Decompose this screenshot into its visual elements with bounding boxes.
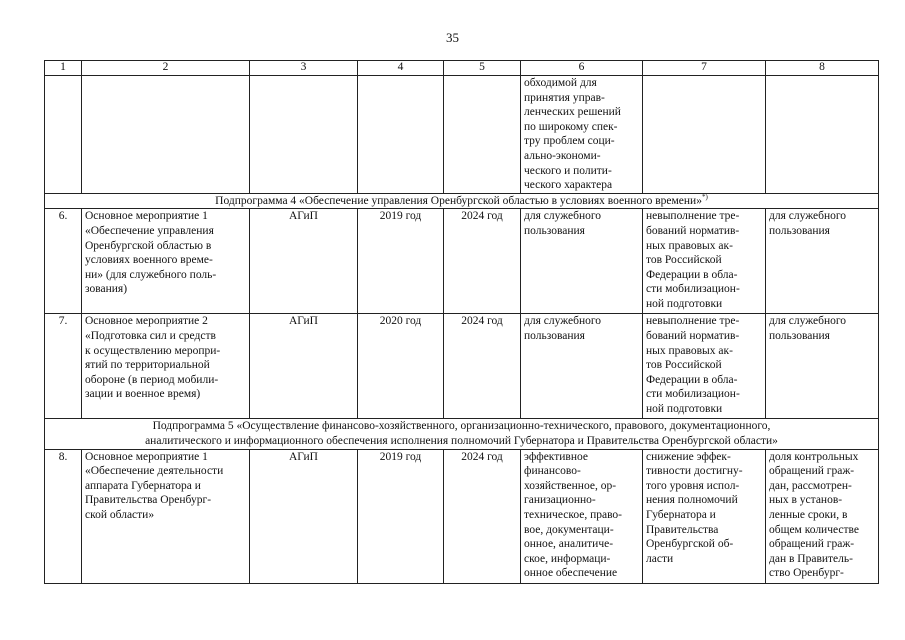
footnote-marker: *) xyxy=(701,193,708,201)
subprogram-5-heading: Подпрограмма 5 «Осуществление финансово-хозяйственного, организационно-технического, правового, документационного, аналитического и информационного обеспечения исполнения полномочий Губернатора и Правительства Оренбургской области» xyxy=(45,419,879,449)
cell-start-year: 2019 год xyxy=(358,209,444,314)
cell-activity: Основное мероприятие 2 «Подготовка сил и средств к осуществлению меропри- ятий по территориальной обороне (в период мобили- зации и военное время) xyxy=(82,314,250,419)
cell-executor: АГиП xyxy=(250,314,358,419)
cell-end-year: 2024 год xyxy=(444,209,521,314)
cell-activity: Основное мероприятие 1 «Обеспечение управления Оренбургской областью в условиях военного време- ни» (для служебного поль- зования) xyxy=(82,209,250,314)
column-number: 4 xyxy=(358,61,444,76)
column-number: 7 xyxy=(643,61,766,76)
table-row xyxy=(45,314,879,419)
cell-indicator: для служебного пользования xyxy=(766,314,879,419)
cell-result: для служебного пользования xyxy=(521,209,643,314)
subprogram-4-heading: Подпрограмма 4 «Обеспечение управления Оренбургской областью в условиях военного времени»*) xyxy=(45,193,879,209)
cell-number: 8. xyxy=(45,449,82,583)
cell-indicator: доля контрольных обращений граж- дан, рассмотрен- ных в установ- ленные сроки, в общем количестве обращений граж- дан в Правитель- ство Оренбург- xyxy=(766,449,879,583)
subprogram-heading-row xyxy=(45,419,879,449)
table-row xyxy=(45,449,879,583)
cell-end-year: 2024 год xyxy=(444,314,521,419)
column-number: 5 xyxy=(444,61,521,76)
cell-activity: Основное мероприятие 1 «Обеспечение деятельности аппарата Губернатора и Правительства Оренбург- ской области» xyxy=(82,449,250,583)
column-number: 8 xyxy=(766,61,879,76)
cell-executor: АГиП xyxy=(250,449,358,583)
cell-consequence: снижение эффек- тивности достигну- того уровня испол- нения полномочий Губернатора и Правительства Оренбургской об- ласти xyxy=(643,449,766,583)
cell-result: для служебного пользования xyxy=(521,314,643,419)
column-number: 6 xyxy=(521,61,643,76)
table-row xyxy=(45,209,879,314)
cell-consequence: невыполнение тре- бований норматив- ных правовых ак- тов Российской Федерации в обла- сти мобилизацион- ной подготовки xyxy=(643,314,766,419)
column-number-row xyxy=(45,61,879,76)
cell-start-year: 2020 год xyxy=(358,314,444,419)
column-number: 2 xyxy=(82,61,250,76)
cell-executor: АГиП xyxy=(250,209,358,314)
page-number: 35 xyxy=(446,30,459,45)
cell-result: обходимой для принятия управ- ленческих решений по широкому спек- тру проблем соци- ально-экономи- ческого и полити- ческого характера xyxy=(521,76,643,194)
subprogram-heading-row xyxy=(45,193,879,209)
cell-indicator: для служебного пользования xyxy=(766,209,879,314)
cell-number: 7. xyxy=(45,314,82,419)
column-number: 3 xyxy=(250,61,358,76)
cell-number: 6. xyxy=(45,209,82,314)
column-number: 1 xyxy=(45,61,82,76)
cell-start-year: 2019 год xyxy=(358,449,444,583)
cell-result: эффективное финансово- хозяйственное, ор- ганизационно- техническое, право- вое, документаци- онное, аналитиче- ское, информаци- онное обеспечение xyxy=(521,449,643,583)
cell-end-year: 2024 год xyxy=(444,449,521,583)
table-row-continuation xyxy=(45,76,879,194)
program-table xyxy=(44,60,879,584)
cell-consequence: невыполнение тре- бований норматив- ных правовых ак- тов Российской Федерации в обла- сти мобилизацион- ной подготовки xyxy=(643,209,766,314)
